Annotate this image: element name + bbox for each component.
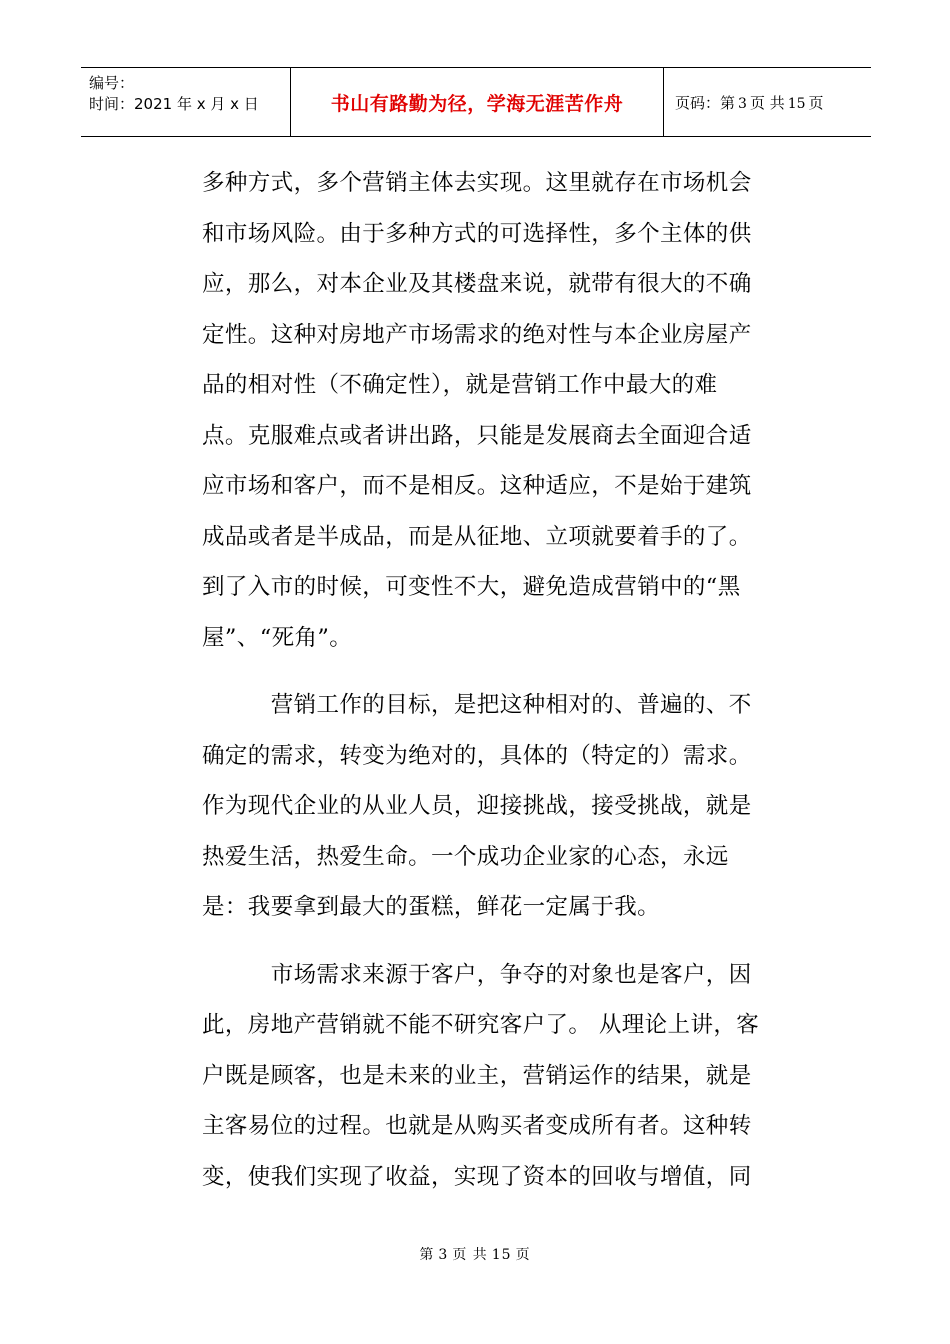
- page-footer: [0, 1244, 950, 1264]
- paragraph-2: 营销工作的目标，是把这种相对的、普遍的、不确定的需求，转变为绝对的，具体的（特定的）需求。作为现代企业的从业人员，迎接挑战，接受挑战，就是热爱生活，热爱生命。一个成功企业家的心态，永远是：我要拿到最大的蛋糕，鲜花一定属于我。: [202, 692, 752, 920]
- footer-total: 15: [491, 1247, 512, 1263]
- paragraph-1: 多种方式，多个营销主体去实现。这里就存在市场机会和市场风险。由于多种方式的可选择性，多个主体的供应，那么，对本企业及其楼盘来说，就带有很大的不确定性。这种对房地产市场需求的绝对性与本企业房屋产品的相对性（不确定性），就是营销工作中最大的难点。克服难点或者讲出路，只能是发展商去全面迎合适应市场和客户，而不是相反。这种适应，不是始于建筑成品或者是半成品，而是从征地、立项就要着手的了。到了入市的时候，可变性不大，避免造成营销中的“黑屋”、“死角”。: [202, 170, 752, 651]
- document-body: [202, 158, 762, 1202]
- paragraph-3: 市场需求来源于客户，争夺的对象也是客户，因此，房地产营销就不能不研究客户了。 从理论上讲，客户既是顾客，也是未来的业主，营销运作的结果，就是主客易位的过程。也就是从购买者变成所有者。这种转变，使我们实现了收益，实现了资本的回收与增值，同: [202, 961, 760, 1190]
- page-mid: 页 共: [749, 93, 785, 112]
- page-header: [81, 67, 871, 137]
- page-suffix: 页: [808, 93, 824, 112]
- header-meta-cell: [81, 68, 291, 137]
- footer-suffix: 页: [515, 1247, 531, 1263]
- header-motto: 书山有路勤为径，学海无涯苦作舟: [291, 68, 664, 137]
- date-label: 时间：2021 年 x 月 x 日: [89, 95, 259, 113]
- footer-prefix: 第: [419, 1247, 435, 1263]
- page-prefix: 页码：第: [675, 93, 736, 112]
- page-current: 3: [738, 95, 747, 112]
- serial-number-label: 编号：: [89, 74, 135, 92]
- footer-current: 3: [438, 1247, 449, 1263]
- footer-mid: 页 共: [452, 1247, 488, 1263]
- page-total: 15: [787, 95, 806, 112]
- header-page-number: [664, 68, 872, 137]
